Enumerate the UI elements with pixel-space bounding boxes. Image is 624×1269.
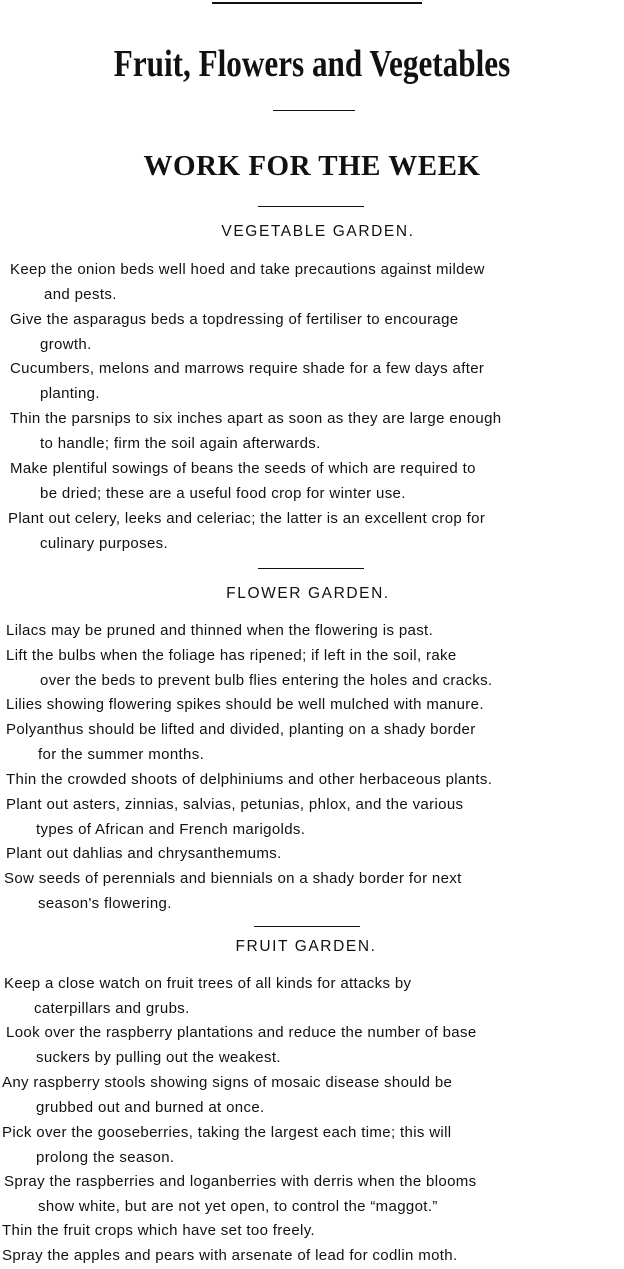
vegetable-item-onion: Keep the onion beds well hoed and take precautions against mildew and pests. xyxy=(10,261,485,303)
fruit-item-raspberry-plantations: Look over the raspberry plantations and reduce the number of base suckers by pulling out the weakest. xyxy=(6,1024,477,1066)
section-heading-flower-garden: FLOWER GARDEN. xyxy=(226,585,390,602)
title-divider xyxy=(273,110,355,111)
vegetable-item-beans: Make plentiful sowings of beans the seeds of which are required to be dried; these are a useful food crop for winter use. xyxy=(10,460,476,502)
flower-item-dahlias: Plant out dahlias and chrysanthemums. xyxy=(6,845,282,862)
vegetable-item-parsnips: Thin the parsnips to six inches apart as soon as they are large enough to handle; firm the soil again afterwards. xyxy=(10,410,502,452)
fruit-item-loganberries: Spray the raspberries and loganberries with derris when the blooms show white, but are not yet open, to control the “maggot.” xyxy=(4,1173,477,1215)
fruit-item-raspberry-stools: Any raspberry stools showing signs of mosaic disease should be grubbed out and burned at once. xyxy=(2,1074,453,1116)
flower-item-delphiniums: Thin the crowded shoots of delphiniums and other herbaceous plants. xyxy=(6,771,493,788)
section-heading-fruit-garden: FRUIT GARDEN. xyxy=(235,938,377,955)
vegetable-section-divider xyxy=(258,568,364,569)
flower-item-polyanthus: Polyanthus should be lifted and divided, planting on a shady border for the summer months. xyxy=(6,721,476,763)
article-title: Fruit, Flowers and Vegetables xyxy=(113,43,511,85)
vegetable-item-asparagus: Give the asparagus beds a topdressing of fertiliser to encourage growth. xyxy=(10,311,459,353)
flower-item-lilies: Lilies showing flowering spikes should be well mulched with manure. xyxy=(6,696,484,713)
article-subtitle: WORK FOR THE WEEK xyxy=(143,150,481,182)
fruit-item-thin-crops: Thin the fruit crops which have set too freely. xyxy=(2,1222,315,1239)
flower-section-divider xyxy=(254,926,360,927)
section-heading-vegetable-garden: VEGETABLE GARDEN. xyxy=(221,223,415,240)
vegetable-item-celery: Plant out celery, leeks and celeriac; the latter is an excellent crop for culinary purposes. xyxy=(8,510,486,552)
fruit-item-codlin-moth: Spray the apples and pears with arsenate of lead for codlin moth. xyxy=(2,1247,458,1264)
subtitle-divider xyxy=(258,206,364,207)
flower-item-lilacs: Lilacs may be pruned and thinned when the flowering is past. xyxy=(6,622,434,639)
vegetable-item-cucumbers: Cucumbers, melons and marrows require shade for a few days after planting. xyxy=(10,360,485,402)
flower-item-bulbs: Lift the bulbs when the foliage has ripened; if left in the soil, rake over the beds to prevent bulb flies entering the holes and cracks. xyxy=(6,647,493,689)
fruit-item-gooseberries: Pick over the gooseberries, taking the largest each time; this will prolong the season. xyxy=(2,1124,452,1166)
flower-item-asters: Plant out asters, zinnias, salvias, petunias, phlox, and the various types of African and French marigolds. xyxy=(6,796,464,838)
flower-item-perennials: Sow seeds of perennials and biennials on a shady border for next season's flowering. xyxy=(4,870,462,912)
fruit-item-fruit-trees: Keep a close watch on fruit trees of all kinds for attacks by caterpillars and grubs. xyxy=(4,975,412,1017)
top-rule xyxy=(212,2,422,4)
